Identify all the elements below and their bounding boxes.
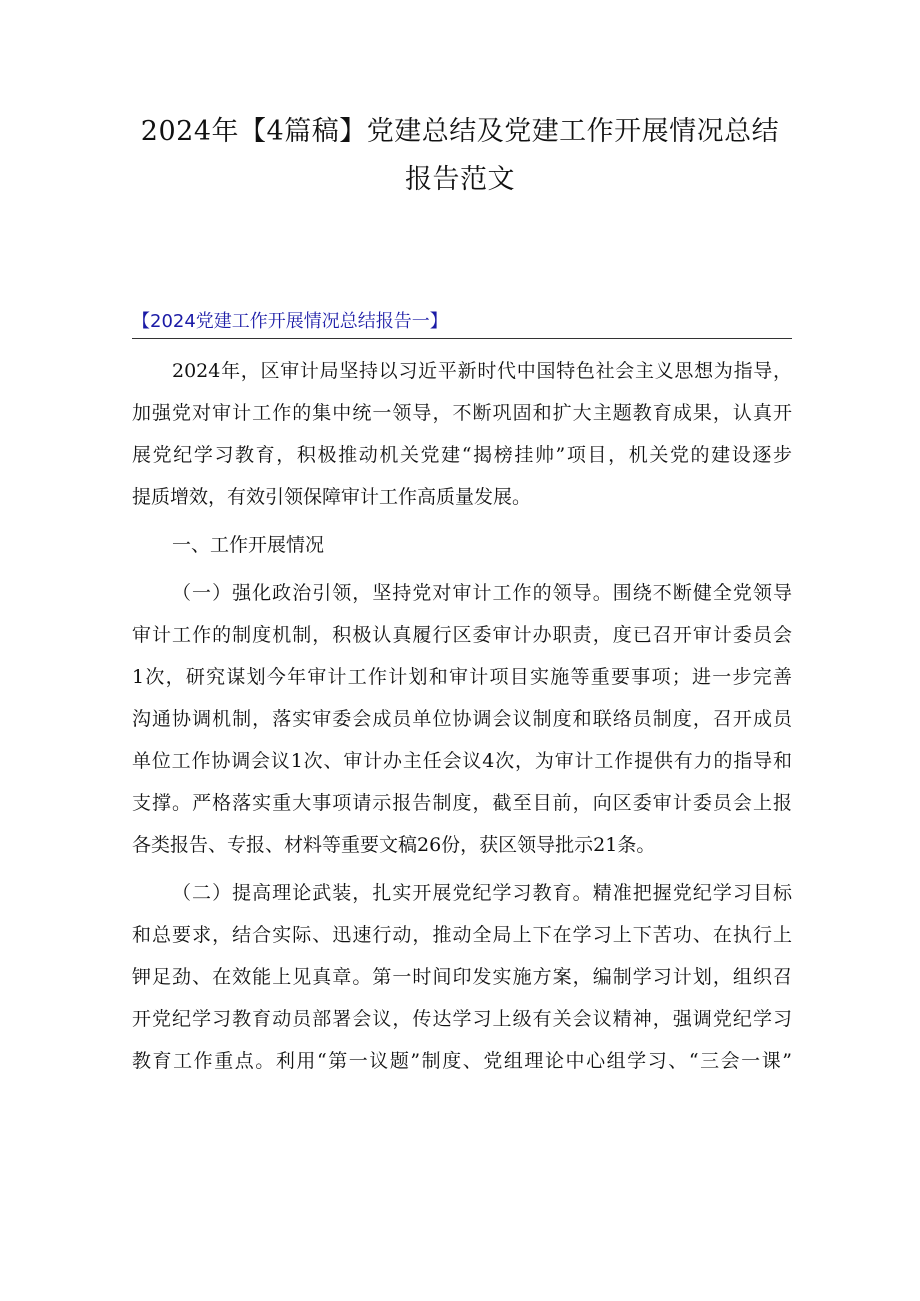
paragraph-section-title <box>132 524 792 566</box>
paragraph-item-1 <box>132 572 792 866</box>
paragraph-line: 各类报告、专报、材料等重要文稿26份，获区领导批示21条。 <box>132 834 656 856</box>
title-line-1: 2024年【4篇稿】党建总结及党建工作开展情况总结 <box>140 116 780 147</box>
paragraph-line: 一、工作开展情况 <box>172 534 325 556</box>
paragraph-intro <box>132 350 792 518</box>
document-body <box>132 350 792 1088</box>
paragraph-line: 教育工作重点。利用“第一议题”制度、党组理论中心组学习、“三会一课” <box>132 1050 792 1072</box>
paragraph-line: 2024年，区审计局坚持以习近平新时代中国特色社会主义思想为指导， <box>172 360 792 382</box>
paragraph-line: 1次，研究谋划今年审计工作计划和审计项目实施等重要事项；进一步完善 <box>132 666 792 688</box>
paragraph-line: 和总要求，结合实际、迅速行动，推动全局上下在学习上下苦功、在执行上 <box>132 924 792 946</box>
paragraph-line: 单位工作协调会议1次、审计办主任会议4次，为审计工作提供有力的指导和 <box>132 750 792 772</box>
heading-divider <box>132 338 792 339</box>
paragraph-line: 加强党对审计工作的集中统一领导，不断巩固和扩大主题教育成果，认真开 <box>132 402 792 424</box>
paragraph-item-2 <box>132 872 792 1082</box>
paragraph-line: 钾足劲、在效能上见真章。第一时间印发实施方案，编制学习计划，组织召 <box>132 966 792 988</box>
paragraph-line: 展党纪学习教育，积极推动机关党建“揭榜挂帅”项目，机关党的建设逐步 <box>132 444 792 466</box>
paragraph-line: 沟通协调机制，落实审委会成员单位协调会议制度和联络员制度，召开成员 <box>132 708 792 730</box>
paragraph-line: 提质增效，有效引领保障审计工作高质量发展。 <box>132 486 532 508</box>
title-line-2: 报告范文 <box>405 164 515 195</box>
paragraph-line: 审计工作的制度机制，积极认真履行区委审计办职责，度已召开审计委员会 <box>132 624 792 646</box>
document-title <box>100 108 820 204</box>
paragraph-line: 开党纪学习教育动员部署会议，传达学习上级有关会议精神，强调党纪学习 <box>132 1008 792 1030</box>
paragraph-line: 支撑。严格落实重大事项请示报告制度，截至目前，向区委审计委员会上报 <box>132 792 792 814</box>
paragraph-line: （二）提高理论武装，扎实开展党纪学习教育。精准把握党纪学习目标 <box>172 882 792 904</box>
section-heading: 【2024党建工作开展情况总结报告一】 <box>132 311 448 332</box>
paragraph-line: （一）强化政治引领，坚持党对审计工作的领导。围绕不断健全党领导 <box>172 582 792 604</box>
